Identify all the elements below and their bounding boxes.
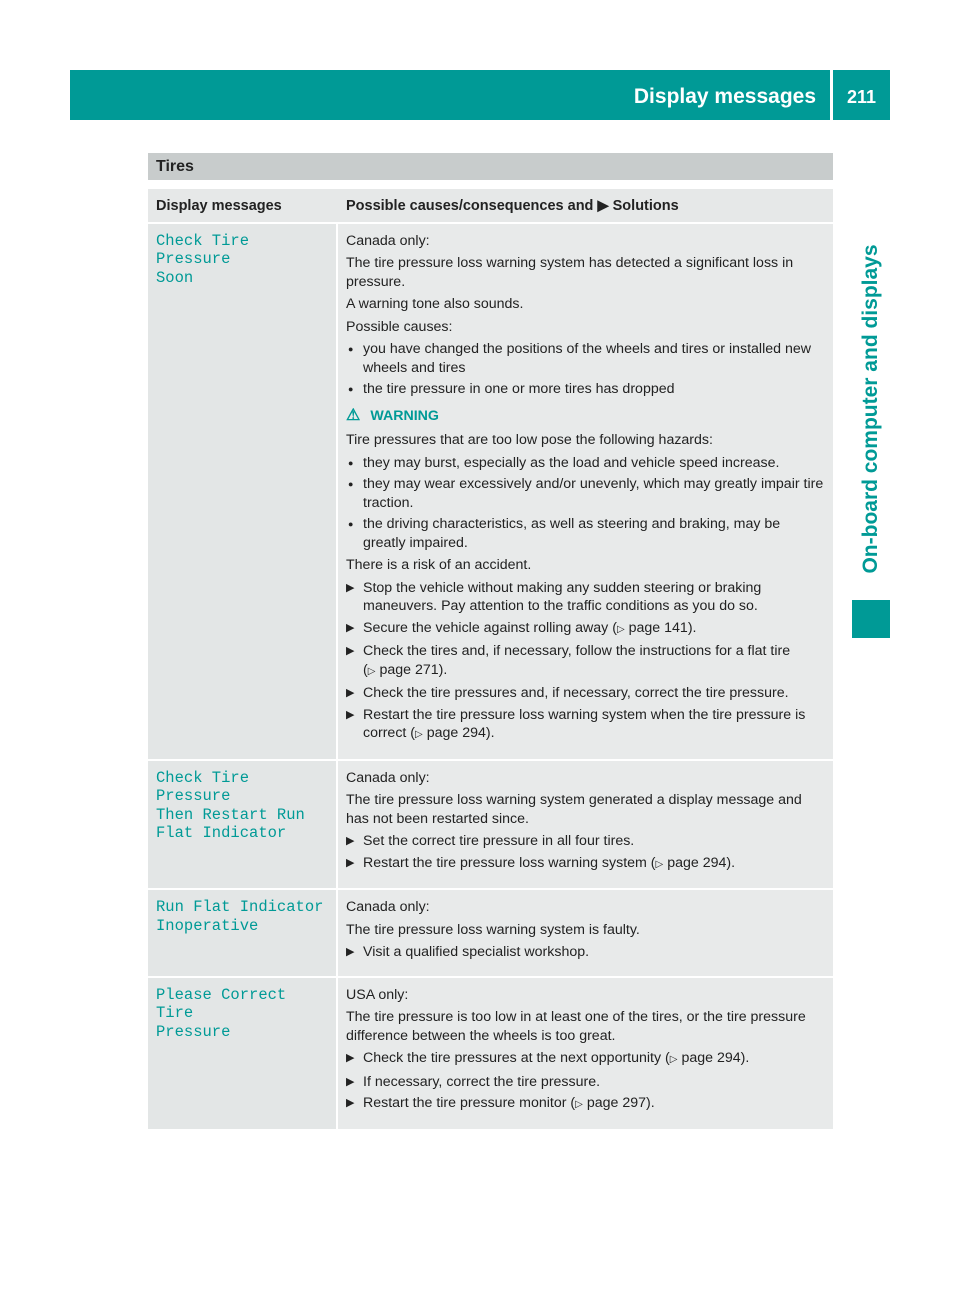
page-ref-icon: ▷ [616,623,625,635]
page-ref-link[interactable]: page 297 [586,1095,646,1111]
action-item: ▶ Visit a qualified specialist workshop. [346,943,825,962]
action-text: Check the tire pressures at the next opportunity ( [363,1050,670,1066]
table-row [148,890,833,978]
solution-cell [338,890,833,978]
description-text: The tire pressure loss warning system generated a display message and has not been restarted since. [346,792,802,827]
description-text: A warning tone also sounds. [346,296,524,312]
solution-cell [338,224,833,761]
cause-list [346,340,825,399]
side-tab [852,228,890,590]
display-messages-table [148,189,833,1131]
action-list [346,832,825,874]
page-ref-icon: ▷ [669,1054,678,1065]
side-tab-marker [852,600,890,638]
solution-cell [338,761,833,891]
page-ref-link[interactable]: page 294 [681,1050,741,1066]
message-cell [148,224,338,761]
region-note: Canada only: [346,769,430,786]
description-text: The tire pressure loss warning system is faulty. [346,921,640,938]
action-text: ). [740,1050,750,1066]
side-tab-label: On-board computer and displays [859,244,882,574]
warning-label: WARNING [370,407,439,424]
list-item: ● the driving characteristics, as well as steering and braking, may be greatly impaired. [346,515,825,552]
page-ref-link[interactable]: page 271 [379,661,439,678]
action-text: ). [726,854,736,871]
action-text: Check the tires and, if necessary, follow the instructions for a flat tire ( [363,643,791,678]
table-row [148,761,833,891]
display-message-text: Please Correct Tire Pressure [156,985,287,1041]
page-ref-icon: ▷ [575,1099,583,1110]
action-text: ). [646,1095,655,1111]
hazard-list [346,454,825,553]
message-cell [148,761,338,891]
action-item [346,619,825,640]
column-header-display-messages: Display messages [148,189,338,224]
description-text: There is a risk of an accident. [346,557,532,573]
action-item: ▶ Stop the vehicle without making any sudden steering or braking maneuvers. Pay attention to the traffic conditions as you do so. [346,579,825,616]
action-text: Restart the tire pressure loss warning system ( [363,854,656,871]
region-note: Canada only: [346,899,430,915]
warning-triangle-icon: ⚠ [346,406,361,424]
page-ref-icon: ▷ [415,729,423,740]
action-list [346,579,825,745]
solution-cell [338,978,833,1131]
page-ref-link[interactable]: page 294 [667,854,727,871]
list-item: ● you have changed the positions of the wheels and tires or installed new wheels and tires [346,340,825,377]
action-text: ). [485,725,495,741]
list-item: ● the tire pressure in one or more tires has dropped [346,380,825,399]
action-item [346,706,825,745]
page-ref-icon: ▷ [655,858,664,870]
column-header-solutions-label: Solutions [612,198,679,214]
action-arrow-icon: ▶ [597,198,609,214]
page-header-title: Display messages [633,85,816,108]
description-text: Possible causes: [346,318,453,335]
table-header-row [148,189,833,224]
page-ref-link[interactable]: page 294 [426,725,486,741]
action-item [346,1094,825,1115]
column-header-causes-label: Possible causes/consequences and [346,198,594,214]
description-text: The tire pressure is too low in at least one of the tires, or the tire pressure difference between the wheels is too great. [346,1009,806,1044]
display-message-text: Check Tire Pressure Soon [156,231,250,287]
action-text: Secure the vehicle against rolling away ( [363,619,617,636]
display-message-text: Run Flat Indicator Inoperative [156,898,324,935]
action-item [346,854,825,875]
list-item: ● they may burst, especially as the load and vehicle speed increase. [346,454,825,473]
page-ref-icon: ▷ [367,665,376,677]
action-item: ▶ If necessary, correct the tire pressure. [346,1073,825,1092]
action-item [346,642,825,681]
action-text: Restart the tire pressure monitor ( [363,1095,576,1111]
action-list [346,1049,825,1115]
action-text: Restart the tire pressure loss warning system when the tire pressure is correct ( [363,706,806,741]
page-number: 211 [846,87,877,107]
display-message-text: Check Tire Pressure Then Restart Run Flat Indicator [156,768,305,842]
list-item: ● they may wear excessively and/or unevenly, which may greatly impair tire traction. [346,475,825,512]
warning-heading [346,407,825,426]
action-text: ). [438,661,448,678]
action-item: ▶ Set the correct tire pressure in all four tires. [346,832,825,851]
column-header-causes [338,189,833,224]
page-ref-link[interactable]: page 141 [628,619,688,636]
description-text: Tire pressures that are too low pose the following hazards: [346,432,713,448]
region-note: USA only: [346,986,409,1003]
action-item: ▶ Check the tire pressures and, if necessary, correct the tire pressure. [346,684,825,703]
message-cell [148,978,338,1131]
table-row [148,978,833,1131]
action-list [346,943,825,962]
action-item [346,1049,825,1070]
description-text: The tire pressure loss warning system has detected a significant loss in pressure. [346,255,794,290]
section-title: Tires [148,153,833,180]
action-text: ). [687,619,697,636]
table-row [148,224,833,761]
message-cell [148,890,338,978]
region-note: Canada only: [346,232,430,249]
